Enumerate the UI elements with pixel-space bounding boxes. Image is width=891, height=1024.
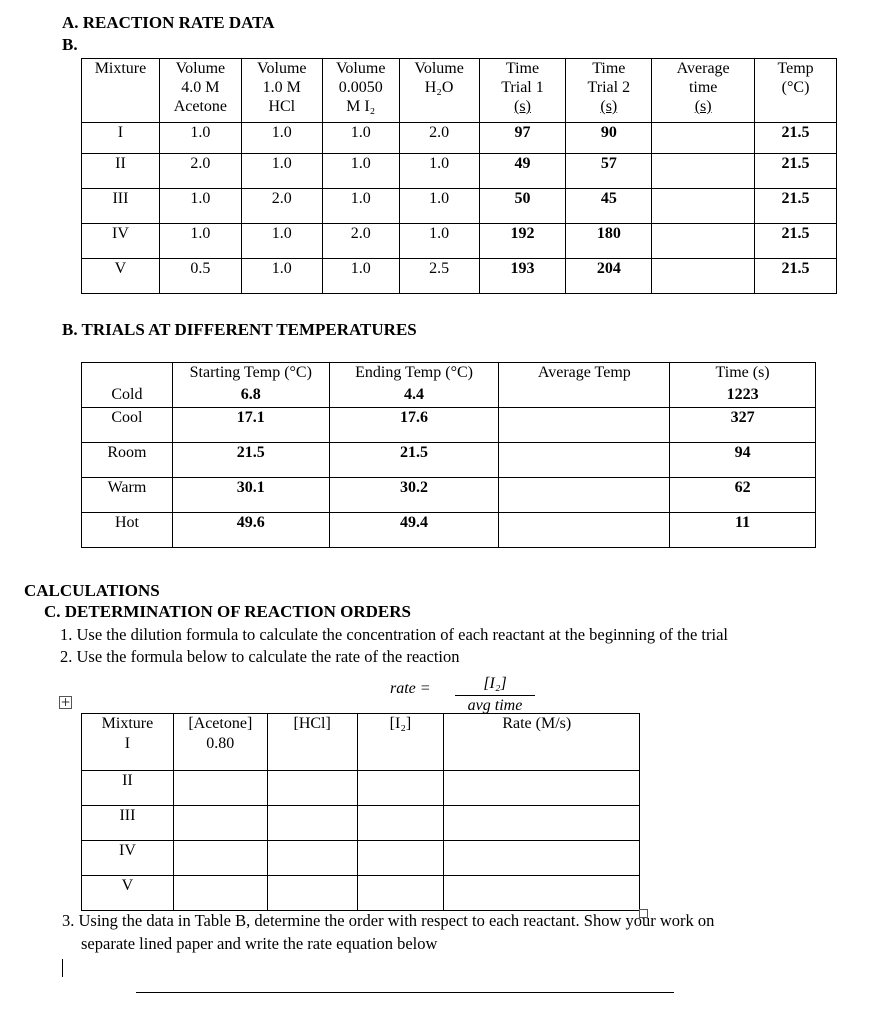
table-cell[interactable]: 193	[479, 259, 566, 294]
table-b-header: Starting Temp (°C)	[172, 363, 329, 386]
header-line: Trial 2	[587, 79, 631, 96]
table-cell[interactable]: 6.8	[172, 385, 329, 408]
table-cell[interactable]: I	[82, 123, 160, 154]
table-row	[82, 478, 816, 513]
table-cell[interactable]	[267, 876, 357, 911]
table-cell[interactable]: 2.0	[399, 123, 479, 154]
table-cell[interactable]	[267, 841, 357, 876]
table-cell[interactable]: I	[82, 734, 174, 771]
table-a-header	[322, 59, 399, 123]
header-line: (s)	[514, 98, 531, 115]
step-1: 1. Use the dilution formula to calculate the concentration of each reactant at the beginning of the trial	[60, 625, 728, 644]
header-line: Acetone	[173, 98, 228, 115]
table-cell[interactable]: 21.5	[755, 154, 837, 189]
header-line: Time	[505, 60, 540, 77]
header-line: 4.0 M	[181, 79, 220, 96]
table-cell[interactable]	[173, 771, 267, 806]
header-line: H₂O	[424, 79, 454, 96]
table-cell[interactable]: 1.0	[399, 189, 479, 224]
section-b-title: B. TRIALS AT DIFFERENT TEMPERATURES	[62, 320, 417, 339]
text-cursor	[62, 959, 63, 977]
table-cell[interactable]: 21.5	[755, 123, 837, 154]
table-cell[interactable]: 49.4	[329, 513, 499, 548]
table-cell[interactable]: V	[82, 259, 160, 294]
table-cell[interactable]: 1.0	[322, 154, 399, 189]
header-line: Trial 1	[501, 79, 544, 96]
table-cell[interactable]: 204	[566, 259, 652, 294]
table-cell[interactable]: 50	[479, 189, 566, 224]
table-cell[interactable]: 192	[479, 224, 566, 259]
table-cell[interactable]: 1.0	[241, 154, 322, 189]
table-cell[interactable]: III	[82, 806, 174, 841]
table-cell[interactable]: 17.6	[329, 408, 499, 443]
table-a-header	[479, 59, 566, 123]
move-handle-icon[interactable]: +	[60, 695, 71, 709]
table-a-header	[159, 59, 241, 123]
table-a-header	[399, 59, 479, 123]
table-cell[interactable]	[357, 734, 444, 771]
table-cell[interactable]: 21.5	[755, 224, 837, 259]
header-line: (s)	[600, 98, 618, 115]
table-cell[interactable]	[499, 478, 670, 513]
table-cell[interactable]: 21.5	[329, 443, 499, 478]
table-cell[interactable]	[444, 806, 640, 841]
table-row	[82, 385, 816, 408]
table-cell[interactable]	[499, 513, 670, 548]
reaction-rate-table	[81, 58, 837, 294]
table-cell[interactable]: V	[82, 876, 174, 911]
header-line: 0.0050	[338, 79, 383, 96]
table-cell[interactable]: 327	[670, 408, 816, 443]
table-row	[82, 408, 816, 443]
table-cell[interactable]	[267, 806, 357, 841]
section-c-title: C. DETERMINATION OF REACTION ORDERS	[44, 602, 411, 621]
table-cell[interactable]	[267, 734, 357, 771]
header-line: Volume	[175, 60, 226, 77]
table-cell[interactable]: 2.0	[241, 189, 322, 224]
table-cell[interactable]: 1223	[670, 385, 816, 408]
header-line: 1.0 M	[262, 79, 301, 96]
table-cell[interactable]: 57	[566, 154, 652, 189]
table-cell[interactable]: 4.4	[329, 385, 499, 408]
table-cell[interactable]	[357, 841, 444, 876]
header-line: M I₂	[346, 98, 376, 115]
table-b-header: Average Temp	[499, 363, 670, 386]
answer-line[interactable]	[136, 992, 674, 993]
table-cell[interactable]: 30.1	[172, 478, 329, 513]
table-cell[interactable]: 1.0	[322, 123, 399, 154]
table-cell[interactable]: 45	[566, 189, 652, 224]
header-line: (s)	[694, 98, 712, 115]
table-cell[interactable]: 1.0	[159, 123, 241, 154]
table-cell[interactable]	[499, 385, 670, 408]
table-cell[interactable]: 90	[566, 123, 652, 154]
table-b-header: Ending Temp (°C)	[329, 363, 499, 386]
header-line: Time	[592, 60, 626, 77]
table-a-header	[755, 59, 837, 123]
table-cell[interactable]: 0.80	[173, 734, 267, 771]
table-cell[interactable]: 17.1	[172, 408, 329, 443]
table-cell[interactable]: 49	[479, 154, 566, 189]
table-cell[interactable]: II	[82, 771, 174, 806]
table-cell[interactable]: Warm	[82, 478, 173, 513]
table-cell[interactable]	[173, 841, 267, 876]
table-cell[interactable]: 11	[670, 513, 816, 548]
table-c-header: [Acetone]	[173, 714, 267, 735]
table-cell[interactable]: Cool	[82, 408, 173, 443]
table-a-header	[82, 59, 160, 123]
table-cell[interactable]	[357, 806, 444, 841]
table-cell[interactable]: Hot	[82, 513, 173, 548]
table-cell[interactable]: 1.0	[322, 259, 399, 294]
table-cell[interactable]: 180	[566, 224, 652, 259]
header-line: Mixture	[94, 60, 147, 77]
table-row	[82, 123, 837, 154]
step-2: 2. Use the formula below to calculate the rate of the reaction	[60, 647, 460, 666]
table-header-row	[82, 714, 640, 735]
table-cell[interactable]	[173, 876, 267, 911]
reaction-orders-table	[81, 713, 640, 911]
table-cell[interactable]: 97	[479, 123, 566, 154]
rate-formula	[455, 674, 535, 716]
table-cell[interactable]	[444, 876, 640, 911]
table-cell[interactable]	[357, 771, 444, 806]
header-line: Volume	[414, 60, 464, 77]
table-cell[interactable]: III	[82, 189, 160, 224]
table-cell[interactable]: 1.0	[322, 189, 399, 224]
table-cell[interactable]: Cold	[82, 385, 173, 408]
table-b-header: Time (s)	[670, 363, 816, 386]
table-cell[interactable]: 1.0	[159, 189, 241, 224]
table-row	[82, 876, 640, 911]
table-a-header	[241, 59, 322, 123]
table-c-header: [I₂]	[357, 714, 444, 735]
header-line: Average	[676, 60, 730, 77]
table-cell[interactable]	[499, 408, 670, 443]
table-cell[interactable]: Room	[82, 443, 173, 478]
table-cell[interactable]: 30.2	[329, 478, 499, 513]
header-line: Volume	[335, 60, 386, 77]
table-cell[interactable]	[357, 876, 444, 911]
table-cell[interactable]	[444, 841, 640, 876]
header-line: Volume	[257, 60, 307, 77]
step-3-line-1: 3. Using the data in Table B, determine the order with respect to each reactant. Show your work on	[62, 911, 715, 930]
table-cell[interactable]: 1.0	[241, 123, 322, 154]
table-cell[interactable]	[652, 224, 755, 259]
table-cell[interactable]: IV	[82, 224, 160, 259]
table-cell[interactable]	[499, 443, 670, 478]
table-cell[interactable]: 0.5	[159, 259, 241, 294]
table-row	[82, 513, 816, 548]
table-cell[interactable]	[444, 734, 640, 771]
table-cell[interactable]	[652, 259, 755, 294]
table-cell[interactable]: 62	[670, 478, 816, 513]
table-a-header	[652, 59, 755, 123]
table-row	[82, 224, 837, 259]
table-c-header: [HCl]	[267, 714, 357, 735]
formula-lhs: rate =	[390, 680, 431, 697]
table-cell[interactable]: 1.0	[399, 224, 479, 259]
table-row	[82, 734, 640, 771]
section-a-sub: B.	[62, 35, 78, 54]
table-cell[interactable]	[267, 771, 357, 806]
formula-denominator: avg time	[467, 697, 523, 714]
header-line: Temp	[777, 60, 814, 77]
table-cell[interactable]: IV	[82, 841, 174, 876]
header-line: (°C)	[781, 79, 810, 96]
table-cell[interactable]	[444, 771, 640, 806]
step-3-line-2: separate lined paper and write the rate equation below	[81, 934, 438, 953]
table-row	[82, 259, 837, 294]
table-header-row	[82, 363, 816, 386]
table-cell[interactable]	[173, 806, 267, 841]
table-cell[interactable]	[652, 123, 755, 154]
table-cell[interactable]: 1.0	[399, 154, 479, 189]
table-row	[82, 189, 837, 224]
table-cell[interactable]: 21.5	[755, 259, 837, 294]
table-cell[interactable]: 1.0	[159, 224, 241, 259]
table-cell[interactable]: 1.0	[241, 259, 322, 294]
table-row	[82, 771, 640, 806]
table-row	[82, 806, 640, 841]
table-cell[interactable]: 49.6	[172, 513, 329, 548]
table-cell[interactable]	[652, 154, 755, 189]
temperature-trials-table	[81, 362, 816, 548]
table-a-header	[566, 59, 652, 123]
header-line: time	[688, 79, 718, 96]
formula-numerator: [I₂]	[455, 674, 535, 696]
calculations-title: CALCULATIONS	[24, 581, 160, 600]
table-cell[interactable]: 2.0	[322, 224, 399, 259]
header-line: HCl	[268, 98, 296, 115]
table-row	[82, 154, 837, 189]
table-c-header: Mixture	[82, 714, 174, 735]
section-a-title: A. REACTION RATE DATA	[62, 13, 275, 32]
table-cell[interactable]: 2.5	[399, 259, 479, 294]
table-cell[interactable]: 94	[670, 443, 816, 478]
table-cell[interactable]: II	[82, 154, 160, 189]
table-cell[interactable]: 1.0	[241, 224, 322, 259]
table-c-header: Rate (M/s)	[444, 714, 640, 735]
table-cell[interactable]	[652, 189, 755, 224]
table-cell[interactable]: 21.5	[755, 189, 837, 224]
table-b-header	[82, 363, 173, 386]
table-row	[82, 443, 816, 478]
table-cell[interactable]: 2.0	[159, 154, 241, 189]
table-row	[82, 841, 640, 876]
table-cell[interactable]: 21.5	[172, 443, 329, 478]
